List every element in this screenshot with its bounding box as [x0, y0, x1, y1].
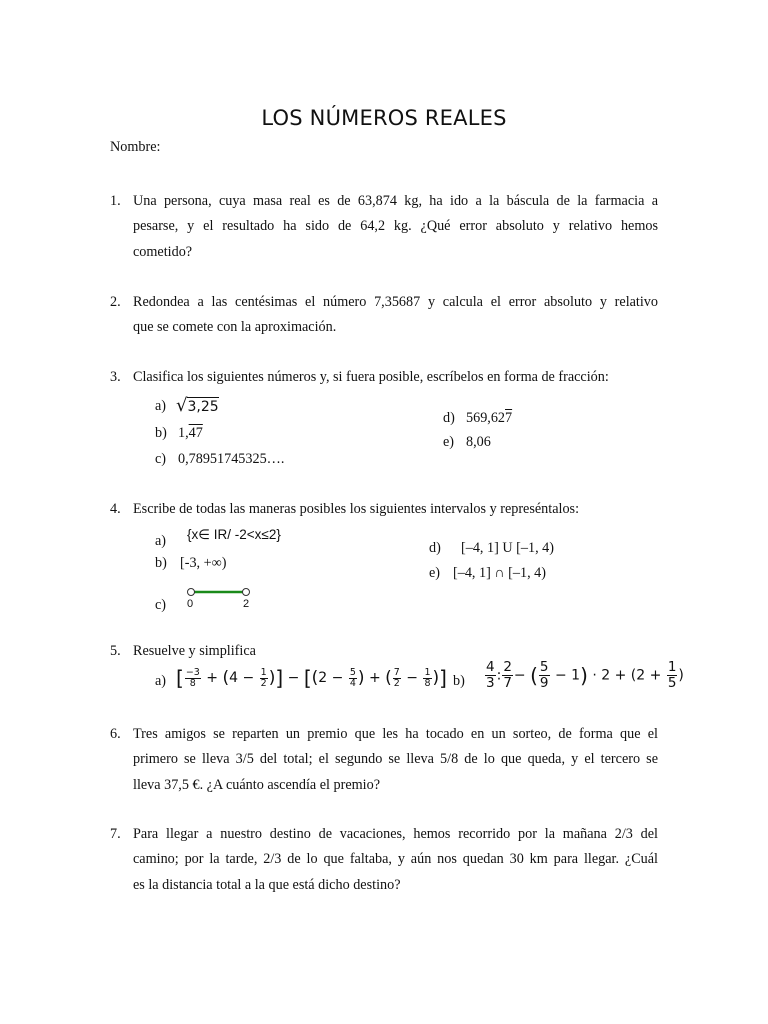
q5a-f3-den: 4: [349, 677, 356, 689]
q5a-f3-num: 5: [349, 666, 356, 678]
q5-b-label: b): [453, 673, 465, 689]
q4-c-left: 0: [187, 598, 194, 610]
q5b-f4-num: 1: [667, 659, 677, 675]
q4-b-label: b): [155, 555, 167, 571]
q7-number: 7.: [110, 826, 121, 842]
q3-b-int: 1,: [178, 425, 189, 441]
q1-line-3: cometido?: [133, 244, 193, 260]
q5a-f4-num: 7: [393, 666, 400, 678]
q7-line-2: camino; por la tarde, 2/3 de lo que faltaba, y aún nos quedan 30 km para llegar. ¿Cuál: [133, 851, 658, 867]
q1-number: 1.: [110, 193, 121, 209]
q3-c-value: 0,78951745325….: [178, 451, 285, 467]
q5b-f1-num: 4: [486, 659, 495, 675]
q5b-f2-den: 7: [503, 675, 512, 691]
q2-number: 2.: [110, 294, 121, 310]
q5a-f1-num: −3: [185, 666, 200, 678]
q5b-f3-den: 9: [539, 675, 549, 691]
q4-d-value: [–4, 1] U [–1, 4): [461, 540, 554, 556]
q5b-f3-num: 5: [539, 659, 549, 675]
q5a-f5-den: 8: [424, 677, 431, 689]
q4-a-label: a): [155, 533, 167, 549]
q5b-f2-num: 2: [503, 659, 512, 675]
q2-line-2: que se comete con la aproximación.: [133, 319, 337, 335]
q4-text: Escribe de todas las maneras posibles los siguientes intervalos y represéntalos:: [133, 501, 580, 517]
sqrt-icon: √: [176, 395, 188, 416]
q5a-f2-den: 2: [260, 677, 267, 689]
q5a-f1-den: 8: [189, 677, 196, 689]
q7-line-3: es la distancia total a la que está dicho destino?: [133, 877, 401, 893]
q3-d-label: d): [443, 410, 455, 426]
q5b-two: 2: [601, 667, 611, 684]
q4-c-label: c): [155, 597, 167, 613]
q6-line-3: lleva 37,5 €. ¿A cuánto ascendía el premio?: [133, 777, 381, 793]
q3-number: 3.: [110, 369, 121, 385]
name-label: Nombre:: [110, 139, 161, 155]
q4-e-value: [–4, 1] ∩ [–1, 4): [453, 565, 546, 581]
q5a-f4-den: 2: [393, 677, 400, 689]
q3-d-period: 7: [505, 410, 513, 426]
q5-a-label: a): [155, 673, 167, 689]
q3-a-value: 3,25: [187, 399, 219, 415]
q6-number: 6.: [110, 726, 121, 742]
q5a-four: 4: [229, 670, 239, 686]
open-endpoint-right: [243, 589, 250, 596]
q5a-f5-num: 1: [424, 666, 431, 678]
q5b-f1-den: 3: [486, 675, 495, 691]
q3-text: Clasifica los siguientes números y, si fuera posible, escríbelos en forma de fracción:: [133, 369, 609, 385]
q1-line-2: pesarse, y el resultado ha sido de 64,2 kg. ¿Qué error absoluto y relativo hemos: [133, 218, 658, 234]
q1-line-1: Una persona, cuya masa real es de 63,874 kg, ha ido a la báscula de la farmacia a: [133, 193, 658, 209]
q3-b-item: [178, 425, 203, 442]
q5b-two-b: 2: [636, 667, 646, 684]
open-endpoint-left: [188, 589, 195, 596]
q5-b-expression: $\frac{4}{3}$ : $\frac{2}{7}$ − ( $\frac{5}{9}$ − 1) · 2 + (2 + $\frac{1}{5}$ ): [486, 659, 684, 691]
q4-b-value: [-3, +∞): [180, 555, 227, 571]
page-title: LOS NÚMEROS REALES: [261, 106, 507, 130]
q4-d-label: d): [429, 540, 441, 556]
q4-a-value: {x∈ IR/ -2<x≤2}: [187, 527, 281, 542]
q3-b-label: b): [155, 425, 167, 441]
q5-number: 5.: [110, 643, 121, 659]
q5b-f4-den: 5: [667, 675, 677, 691]
q3-d-item: [466, 410, 512, 427]
q3-c-label: c): [155, 451, 167, 467]
q3-d-int: 569,62: [466, 410, 506, 426]
q3-a-label: a): [155, 398, 167, 414]
q5a-f2-num: 1: [260, 666, 267, 678]
q6-line-2: primero se lleva 3/5 del total; el segundo se lleva 5/8 de lo que queda, y el tercero se: [133, 751, 658, 767]
q3-a-item: [176, 395, 219, 416]
q5-a-expression: [ $\frac{-3}{8}$ + (4 − $\frac{1}{2}$ )] − [(2 − $\frac{5}{4}$ ) + ( $\frac{7}{2}$ − $\frac{1}{8}$ )]: [176, 666, 447, 690]
q3-e-value: 8,06: [466, 434, 491, 450]
q3-b-period: 47: [188, 425, 203, 441]
q4-number: 4.: [110, 501, 121, 517]
q2-line-1: Redondea a las centésimas el número 7,35687 y calcula el error absoluto y relativo: [133, 294, 658, 310]
q5b-one: 1: [571, 667, 581, 684]
q6-line-1: Tres amigos se reparten un premio que les ha tocado en un sorteo, de forma que el: [133, 726, 658, 742]
q5-text: Resuelve y simplifica: [133, 643, 256, 659]
q4-e-label: e): [429, 565, 441, 581]
q3-e-label: e): [443, 434, 455, 450]
q5a-two: 2: [318, 670, 328, 686]
q7-line-1: Para llegar a nuestro destino de vacaciones, hemos recorrido por la mañana 2/3 del: [133, 826, 658, 842]
q4-c-number-line: [184, 586, 256, 610]
q4-c-right: 2: [243, 598, 250, 610]
